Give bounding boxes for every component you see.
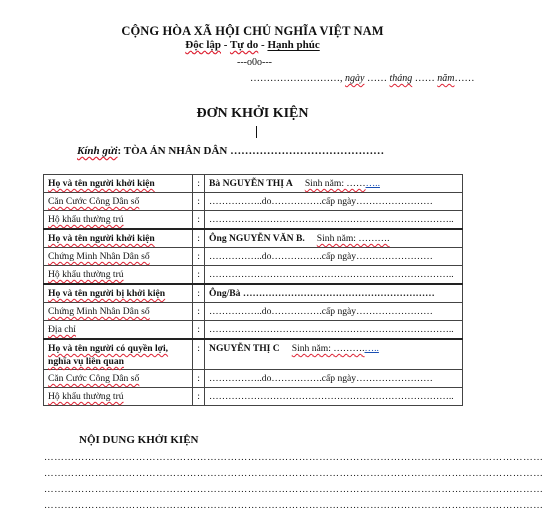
field-colon: :: [193, 229, 205, 248]
table-row: [44, 175, 463, 193]
field-colon: :: [193, 370, 205, 388]
field-label-text: Chứng Minh Nhân Dân số: [48, 306, 150, 317]
field-value[interactable]: [205, 175, 463, 193]
field-value-link: …..: [365, 178, 380, 189]
field-value-text: ……………..do…………….cấp ngày……………………: [209, 251, 433, 262]
date-place: ………………………,: [250, 73, 345, 84]
motto-happiness: Hạnh phúc: [267, 39, 320, 51]
spacer: [293, 178, 305, 189]
motto: [0, 39, 505, 51]
field-label-text: Họ và tên người có quyền lợi, nghĩa vụ liên quan: [48, 343, 169, 367]
spacer: [305, 233, 317, 244]
motto-sep: -: [221, 39, 230, 51]
field-label: [44, 370, 193, 388]
table-row: [44, 321, 463, 340]
field-label-text: Họ và tên người khởi kiện: [48, 178, 155, 189]
field-label: [44, 339, 193, 370]
separator: ---o0o---: [237, 57, 272, 68]
content-line-3[interactable]: …………………………………………………………………………………………………………………………………: [44, 484, 544, 495]
recipient-line: [77, 145, 384, 157]
field-colon: :: [193, 388, 205, 406]
field-label-text: Căn Cước Công Dân số: [48, 196, 140, 207]
field-value-text: …………………………………………………………………..: [209, 269, 454, 280]
field-value[interactable]: [205, 321, 463, 340]
motto-independence: Độc lập: [185, 39, 221, 51]
field-value-name: Ông/Bà ……………………………………………………: [209, 288, 435, 299]
date-day-dots: ……: [364, 73, 390, 84]
field-colon: :: [193, 284, 205, 303]
table-row: [44, 303, 463, 321]
field-colon: :: [193, 193, 205, 211]
table-row: [44, 284, 463, 303]
date-line: [250, 73, 474, 84]
field-value[interactable]: [205, 303, 463, 321]
date-year-label: năm: [437, 73, 455, 84]
field-label: [44, 284, 193, 303]
field-label: [44, 388, 193, 406]
field-label-text: Hộ khẩu thường trú: [48, 391, 124, 402]
field-value-name: NGUYỄN THỊ C: [209, 343, 280, 354]
field-label-text: Hộ khẩu thường trú: [48, 269, 124, 280]
table-row: [44, 370, 463, 388]
field-colon: :: [193, 303, 205, 321]
field-label-text: Họ và tên người khởi kiện: [48, 233, 155, 244]
field-label-text: Địa chỉ: [48, 324, 76, 335]
table-row: [44, 193, 463, 211]
field-value-text: …………………………………………………………………..: [209, 214, 454, 225]
content-line-1[interactable]: …………………………………………………………………………………………………………………………………: [44, 452, 544, 463]
motto-sep: -: [258, 39, 268, 51]
field-value[interactable]: [205, 248, 463, 266]
field-value-link: …..: [364, 343, 379, 354]
date-month-dots: ……: [412, 73, 438, 84]
field-label-text: Chứng Minh Nhân Dân số: [48, 251, 150, 262]
field-value[interactable]: [205, 211, 463, 230]
date-month-label: tháng: [389, 73, 413, 84]
content-heading: NỘI DUNG KHỞI KIỆN: [79, 434, 199, 446]
field-label: [44, 229, 193, 248]
field-label: [44, 321, 193, 340]
field-colon: :: [193, 248, 205, 266]
spacer: [280, 343, 292, 354]
field-value[interactable]: [205, 266, 463, 285]
field-colon: :: [193, 175, 205, 193]
field-value-text: Sinh năm: ……….: [316, 233, 390, 244]
table-row: [44, 211, 463, 230]
recipient-colon: :: [117, 145, 124, 157]
field-value-name: Bà NGUYỄN THỊ A: [209, 178, 293, 189]
field-value[interactable]: [205, 388, 463, 406]
table-row: [44, 388, 463, 406]
table-row: [44, 248, 463, 266]
recipient-label: Kính gửi: [77, 145, 118, 157]
date-year-dots: ……: [454, 73, 475, 84]
field-colon: :: [193, 321, 205, 340]
field-value-text: Sinh năm: ……: [304, 178, 366, 189]
party-info-table: [43, 174, 463, 406]
field-value[interactable]: [205, 339, 463, 370]
field-label-text: Căn Cước Công Dân số: [48, 373, 140, 384]
date-day-label: ngày: [345, 73, 365, 84]
field-value-text: ……………..do…………….cấp ngày……………………: [209, 306, 433, 317]
table-row: [44, 339, 463, 370]
field-value-text: Sinh năm: ……….: [291, 343, 365, 354]
field-label: [44, 266, 193, 285]
field-value-text: …………………………………………………………………..: [209, 391, 454, 402]
field-label-text: Hộ khẩu thường trú: [48, 214, 124, 225]
field-label: [44, 211, 193, 230]
field-label: [44, 193, 193, 211]
field-label: [44, 248, 193, 266]
field-colon: :: [193, 211, 205, 230]
table-row: [44, 266, 463, 285]
field-value-text: ……………..do…………….cấp ngày……………………: [209, 373, 433, 384]
document-title: ĐƠN KHỞI KIỆN: [196, 106, 309, 121]
field-value[interactable]: [205, 193, 463, 211]
content-line-2[interactable]: …………………………………………………………………………………………………………………………………: [44, 468, 544, 479]
field-value-name: Ông NGUYỄN VĂN B.: [209, 233, 305, 244]
field-label: [44, 303, 193, 321]
field-value-text: ……………..do…………….cấp ngày……………………: [209, 196, 433, 207]
field-value-text: …………………………………………………………………..: [209, 324, 454, 335]
field-label: [44, 175, 193, 193]
field-value[interactable]: [205, 370, 463, 388]
field-label-text: Họ và tên người bị khởi kiện: [48, 288, 166, 299]
motto-freedom: Tự do: [229, 39, 259, 51]
table-row: [44, 229, 463, 248]
field-colon: :: [193, 266, 205, 285]
content-line-4[interactable]: …………………………………………………………………………………………………………………………………: [44, 500, 544, 511]
field-value[interactable]: [205, 284, 463, 303]
recipient-value: TÒA ÁN NHÂN DÂN ……………………………………: [123, 145, 385, 157]
field-value[interactable]: [205, 229, 463, 248]
republic-heading: CỘNG HÒA XÃ HỘI CHỦ NGHĨA VIỆT NAM: [121, 24, 384, 38]
text-cursor: [256, 126, 257, 138]
field-colon: :: [193, 339, 205, 370]
